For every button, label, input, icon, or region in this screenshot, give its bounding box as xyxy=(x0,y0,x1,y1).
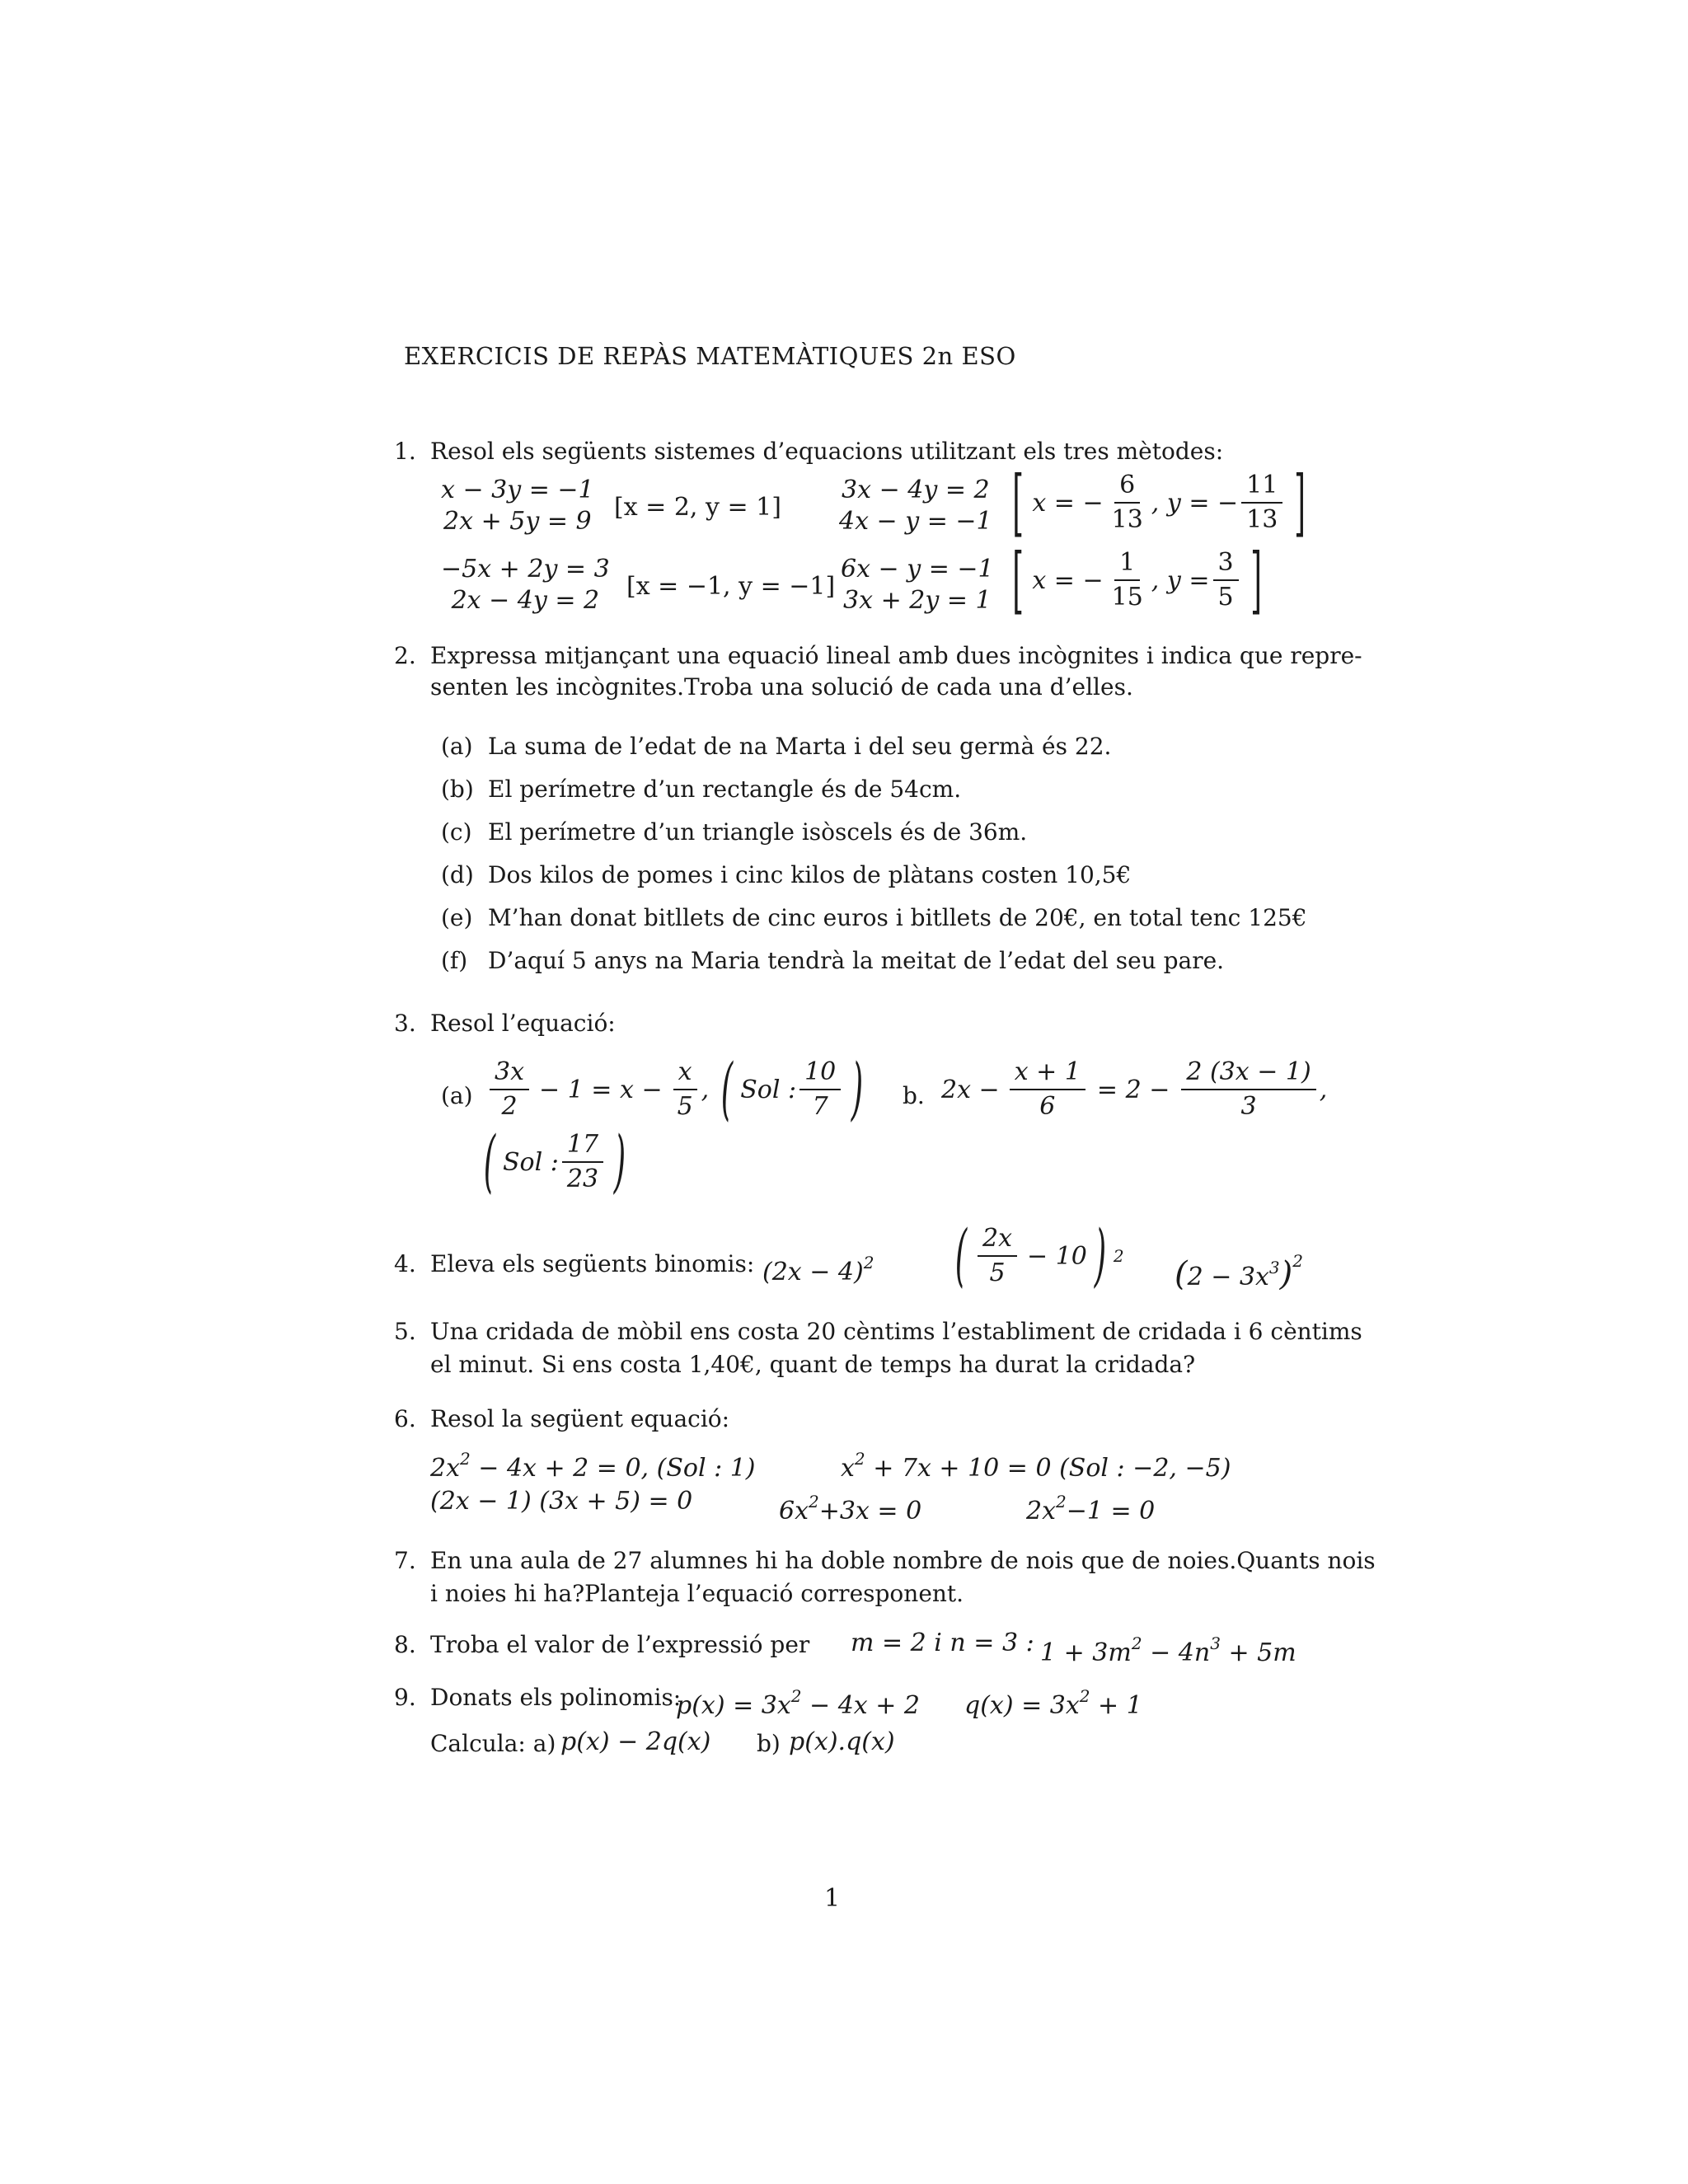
system-4-solution xyxy=(1004,537,1270,622)
ex2-item-f-label: (f) xyxy=(441,947,468,974)
binomial-1-base: (2x − 4) xyxy=(762,1258,864,1286)
exercise-4-number: 4. xyxy=(394,1250,416,1277)
eq-exponent: 2 xyxy=(809,1492,819,1511)
frac-numerator: 17 xyxy=(562,1131,603,1163)
ex4-binomial-3 xyxy=(1175,1244,1303,1294)
left-bracket-icon: [ xyxy=(1012,460,1025,545)
frac-numerator: 11 xyxy=(1241,471,1282,504)
binomial-2-rest: − 10 xyxy=(1027,1241,1087,1271)
exercise-2-number: 2. xyxy=(394,642,416,669)
frac-denominator: 7 xyxy=(812,1092,828,1121)
exercise-3-text: Resol l’equació: xyxy=(430,1010,616,1037)
right-paren-icon: ) xyxy=(851,1050,864,1128)
eq-part: − 4x + 2 = 0, (Sol : 1) xyxy=(470,1454,756,1483)
system-4 xyxy=(841,554,994,616)
system-2-sol-x: x = − xyxy=(1032,488,1104,518)
system-4-sol-x: x = − xyxy=(1032,565,1104,595)
expr-part: − 4n xyxy=(1142,1638,1211,1667)
eq-exponent: 2 xyxy=(460,1449,471,1469)
ex3-a-label: (a) xyxy=(441,1082,473,1109)
system-1-eq2: 2x + 5y = 9 xyxy=(443,507,592,536)
ex3-a-equation xyxy=(486,1050,870,1128)
eq-part: x xyxy=(841,1454,855,1483)
system-2-frac-x xyxy=(1107,471,1148,534)
system-1-eq1: x − 3y = −1 xyxy=(441,476,594,504)
exercise-9-calc-b-label: b) xyxy=(757,1730,781,1757)
ex2-item-c-text: El perímetre d’un triangle isòscels és de 36m. xyxy=(488,818,1028,846)
frac-numerator: 10 xyxy=(799,1058,841,1090)
page-title: EXERCICIS DE REPÀS MATEMÀTIQUES 2n ESO xyxy=(404,342,1016,370)
frac-denominator: 6 xyxy=(1039,1092,1056,1121)
right-bracket-icon: ] xyxy=(1250,537,1262,622)
frac-numerator: 2x xyxy=(978,1225,1017,1257)
eq-part: −1 = 0 xyxy=(1066,1497,1156,1526)
ex2-item-e-label: (e) xyxy=(441,904,473,931)
system-4-eq2: 3x + 2y = 1 xyxy=(843,586,992,615)
system-2 xyxy=(839,475,992,537)
system-3-eq1: −5x + 2y = 3 xyxy=(441,555,610,583)
system-2-eq1: 3x − 4y = 2 xyxy=(842,476,990,504)
poly-part: + 1 xyxy=(1090,1691,1142,1720)
right-paren-icon: ) xyxy=(613,1122,626,1201)
eq-exponent: 2 xyxy=(1056,1492,1067,1511)
expr-part: 1 + 3m xyxy=(1040,1638,1132,1667)
exercise-7-line-2: i noies hi ha?Planteja l’equació corresponent. xyxy=(430,1580,964,1607)
ex3-b-middle: = 2 − xyxy=(1096,1075,1170,1104)
left-bracket-icon: [ xyxy=(1012,537,1025,622)
frac-denominator: 15 xyxy=(1111,583,1143,612)
frac-denominator: 2 xyxy=(501,1092,518,1121)
ex3-a-middle: − 1 = x − xyxy=(539,1075,663,1104)
exercise-3-number: 3. xyxy=(394,1010,416,1037)
eq-part: 2x xyxy=(430,1454,461,1483)
expr-exponent: 3 xyxy=(1210,1633,1221,1653)
ex6-equation-2 xyxy=(841,1442,1231,1485)
ex6-equation-1 xyxy=(430,1442,756,1485)
ex2-item-b-text: El perímetre d’un rectangle és de 54cm. xyxy=(488,776,962,803)
frac-denominator: 5 xyxy=(1217,583,1234,612)
binomial-2-frac xyxy=(978,1225,1017,1287)
binomial-1-exponent: 2 xyxy=(863,1253,874,1272)
poly-exponent: 2 xyxy=(790,1686,802,1706)
system-3-eq2: 2x − 4y = 2 xyxy=(451,586,600,615)
binomial-2-exponent: 2 xyxy=(1113,1246,1124,1266)
system-1-solution: [x = 2, y = 1] xyxy=(614,493,781,522)
system-4-sol-y: , y = xyxy=(1151,565,1210,595)
poly-part: q(x) = 3x xyxy=(964,1691,1080,1720)
ex3-b-sol-label: Sol : xyxy=(503,1147,559,1177)
exercise-1-text: Resol els següents sistemes d’equacions utilitzant els tres mètodes: xyxy=(430,438,1224,465)
exercise-8-expression xyxy=(1040,1627,1296,1670)
comma: , xyxy=(1319,1075,1328,1104)
system-2-frac-y xyxy=(1241,471,1282,534)
exercise-6-text: Resol la següent equació: xyxy=(430,1405,730,1432)
exercise-7-line-1: En una aula de 27 alumnes hi ha doble nombre de nois que de noies.Quants nois xyxy=(430,1547,1376,1574)
ex4-binomial-1 xyxy=(762,1246,874,1289)
left-paren-icon: ( xyxy=(483,1122,496,1201)
ex2-item-b-label: (b) xyxy=(441,776,474,803)
exercise-2-line-2: senten les incògnites.Troba una solució de cada una d’elles. xyxy=(430,673,1133,701)
exercise-1-number: 1. xyxy=(394,438,416,465)
system-3-solution: [x = −1, y = −1] xyxy=(626,572,836,601)
ex3-b-solution xyxy=(476,1122,633,1201)
system-2-solution xyxy=(1004,460,1315,545)
left-paren-icon: ( xyxy=(721,1050,734,1128)
ex2-item-f-text: D’aquí 5 anys na Maria tendrà la meitat de l’edat del seu pare. xyxy=(488,947,1225,974)
poly-part: p(x) = 3x xyxy=(676,1691,791,1720)
frac-denominator: 13 xyxy=(1111,505,1143,534)
ex3-b-label: b. xyxy=(903,1082,925,1109)
exercise-4-text: Eleva els següents binomis: xyxy=(430,1250,755,1277)
eq-part: + 7x + 10 = 0 (Sol : −2, −5) xyxy=(865,1454,1231,1483)
system-3 xyxy=(441,554,610,616)
left-paren-icon: ( xyxy=(1175,1255,1188,1293)
ex3-a-sol-frac xyxy=(799,1058,841,1121)
exercise-5-number: 5. xyxy=(394,1318,416,1345)
exercise-8-condition: m = 2 i n = 3 : xyxy=(851,1629,1034,1657)
frac-numerator: 6 xyxy=(1114,471,1140,504)
ex2-item-a-label: (a) xyxy=(441,733,473,760)
ex2-item-a-text: La suma de l’edat de na Marta i del seu germà és 22. xyxy=(488,733,1112,760)
ex3-b-prefix: 2x − xyxy=(941,1075,1000,1104)
ex3-b-frac-2 xyxy=(1181,1058,1315,1121)
system-4-frac-x xyxy=(1107,549,1148,612)
system-1 xyxy=(441,475,594,537)
left-paren-icon: ( xyxy=(954,1216,968,1295)
polynomial-q xyxy=(964,1680,1142,1722)
exercise-7-number: 7. xyxy=(394,1547,416,1574)
ex6-equation-4 xyxy=(779,1485,921,1528)
exercise-9-number: 9. xyxy=(394,1684,416,1711)
eq-part: +3x = 0 xyxy=(818,1497,922,1526)
ex3-b-equation xyxy=(941,1058,1327,1121)
system-2-eq2: 4x − y = −1 xyxy=(839,507,992,536)
system-4-frac-y xyxy=(1213,549,1239,612)
frac-denominator: 5 xyxy=(677,1092,693,1121)
frac-denominator: 13 xyxy=(1246,505,1278,534)
binomial-3-base: 2 − 3x xyxy=(1187,1263,1269,1291)
ex6-equation-5 xyxy=(1026,1485,1155,1528)
page-number: 1 xyxy=(824,1884,841,1913)
frac-numerator: x + 1 xyxy=(1010,1058,1085,1090)
ex3-a-frac-2 xyxy=(673,1058,698,1121)
binomial-3-exponent: 2 xyxy=(1292,1251,1303,1271)
ex3-b-frac-1 xyxy=(1010,1058,1085,1121)
binomial-3-inner-exponent: 3 xyxy=(1268,1258,1280,1277)
exercise-9-text: Donats els polinomis: xyxy=(430,1684,682,1711)
exercise-8-number: 8. xyxy=(394,1631,416,1658)
ex2-item-d-text: Dos kilos de pomes i cinc kilos de plàtans costen 10,5€ xyxy=(488,861,1132,888)
frac-numerator: 3x xyxy=(490,1058,529,1090)
ex6-equation-3: (2x − 1) (3x + 5) = 0 xyxy=(430,1487,693,1516)
frac-denominator: 5 xyxy=(989,1258,1006,1287)
eq-part: 6x xyxy=(779,1497,809,1526)
ex2-item-d-label: (d) xyxy=(441,861,474,888)
ex2-item-c-label: (c) xyxy=(441,818,472,846)
right-bracket-icon: ] xyxy=(1294,460,1306,545)
ex3-a-sol-label: Sol : xyxy=(740,1075,797,1104)
right-paren-icon: ) xyxy=(1279,1255,1293,1293)
exercise-5-line-1: Una cridada de mòbil ens costa 20 cèntims l’establiment de cridada i 6 cèntims xyxy=(430,1318,1362,1345)
right-paren-icon: ) xyxy=(1094,1216,1107,1295)
exercise-5-line-2: el minut. Si ens costa 1,40€, quant de temps ha durat la cridada? xyxy=(430,1351,1196,1378)
frac-denominator: 23 xyxy=(566,1165,599,1193)
frac-numerator: 3 xyxy=(1213,549,1239,581)
frac-denominator: 3 xyxy=(1240,1092,1257,1121)
system-2-sol-y: , y = − xyxy=(1151,488,1239,518)
polynomial-p xyxy=(676,1680,920,1722)
exercise-6-number: 6. xyxy=(394,1405,416,1432)
poly-part: − 4x + 2 xyxy=(801,1691,920,1720)
ex2-item-e-text: M’han donat bitllets de cinc euros i bitllets de 20€, en total tenc 125€ xyxy=(488,904,1307,931)
exercise-8-text: Troba el valor de l’expressió per xyxy=(430,1631,810,1658)
expr-part: + 5m xyxy=(1220,1638,1296,1667)
ex3-a-frac-1 xyxy=(490,1058,529,1121)
ex4-binomial-2 xyxy=(948,1216,1124,1295)
poly-exponent: 2 xyxy=(1079,1686,1090,1706)
exercise-9-calc-label: Calcula: a) xyxy=(430,1730,556,1757)
expr-exponent: 2 xyxy=(1131,1633,1142,1653)
eq-exponent: 2 xyxy=(854,1449,865,1469)
frac-numerator: x xyxy=(673,1058,697,1090)
exercise-2-line-1: Expressa mitjançant una equació lineal amb dues incògnites i indica que repre- xyxy=(430,642,1362,669)
system-4-eq1: 6x − y = −1 xyxy=(841,555,994,583)
exercise-9-calc-b: p(x).q(x) xyxy=(789,1727,895,1756)
frac-numerator: 2 (3x − 1) xyxy=(1181,1058,1315,1090)
exercise-9-calc-a: p(x) − 2q(x) xyxy=(560,1727,711,1756)
comma: , xyxy=(701,1075,710,1104)
ex3-b-sol-frac xyxy=(562,1131,603,1193)
eq-part: 2x xyxy=(1026,1497,1057,1526)
frac-numerator: 1 xyxy=(1114,549,1140,581)
